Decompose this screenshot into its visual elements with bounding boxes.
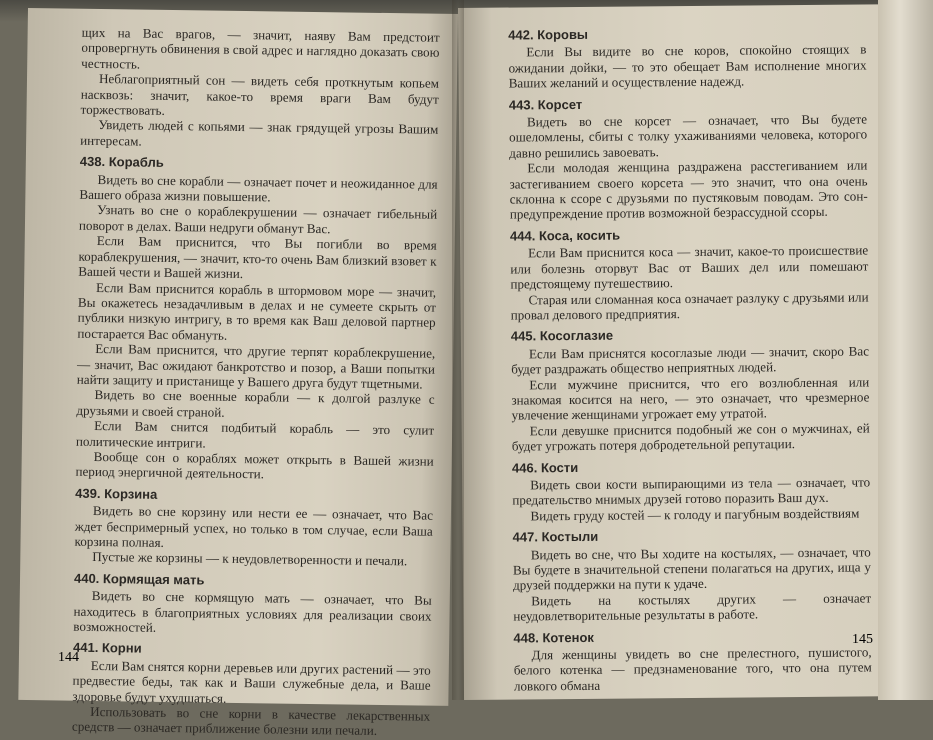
entry-heading: 446. Кости xyxy=(511,459,579,476)
page-number-left: 144 xyxy=(58,650,79,665)
entry-paragraph: Если Вам приснится, что другие терпят кораблекрушение, — значит, Вас ожидают банкротство и позор, а Ваши попытки найти защиту и пристанище у Вашего друга будут тщетными. xyxy=(76,341,436,392)
entry-paragraph: Если молодая женщина раздражена расстегиванием или застегиванием своего корсета — это значит, что она очень склонна к ссоре с друзьями по пустяковым поводам. Это сон-предупреждение против возможной безрассудной ссоры. xyxy=(509,157,868,223)
entry-paragraph: Видеть свои кости выпирающими из тела — означает, что предательство мнимых друзей готово поразить Ваш дух. xyxy=(512,474,871,508)
entry-paragraph: Если Вам снится подбитый корабль — это сулит политические интриги. xyxy=(75,418,435,451)
entry-paragraph: Если Вам приснится коса — значит, какое-то происшествие или болезнь оторвут Вас от Ваших дел или помешают предстоящему путешествию. xyxy=(510,242,869,292)
entry-paragraph: Если Вам приснится корабль в штормовом море — значит, Вы окажетесь незадачливым в делах и не сумеете скрыть от публики низкую интригу, в то время как Ваш деловой партнер постарается Вас обмануть. xyxy=(77,279,437,343)
entry-heading: 440. Кормящая мать xyxy=(73,570,205,588)
entry-paragraph: Видеть во сне корсет — означает, что Вы будете ошеломлены, сбиты с толку ухаживаниями человека, которого давно решились завоевать. xyxy=(509,111,868,161)
entry-paragraph: Видеть во сне военные корабли — к долгой разлуке с друзьями и своей страной. xyxy=(76,387,435,420)
page-number-right: 145 xyxy=(852,632,873,647)
entry-paragraph: Видеть груду костей — к голоду и пагубным воздействиям xyxy=(530,505,860,524)
entry-paragraph: Если Вам приснятся косоглазые люди — значит, скоро Вас будет раздражать общество неприятных людей. xyxy=(511,343,870,377)
entry-heading: 443. Корсет xyxy=(508,96,583,113)
entry-paragraph: Видеть во сне корзину или нести ее — означает, что Вас ждет беспримерный успех, но только в том случае, если Ваша корзина полная. xyxy=(74,503,434,550)
entry-paragraph: Если Вы видите во сне коров, спокойно стоящих в ожидании дойки, — то это обещает Вам исполнение многих Ваших желаний и осуществление надежд. xyxy=(508,41,867,91)
entry-paragraph: Неблагоприятный сон — видеть себя проткнутым копьем насквозь: значит, какое-то время враги Вам будут торжествовать. xyxy=(80,71,440,118)
entry-heading: 444. Коса, косить xyxy=(509,227,621,244)
entry-paragraph: Видеть во сне кормящую мать — означает, что Вы находитесь в благоприятных условиях для реализации своих возможностей. xyxy=(73,588,432,635)
entry-heading: 447. Костыли xyxy=(512,528,599,545)
entry-paragraph: Для женщины увидеть во сне прелестного, пушистого, белого котенка — предзнаменование того, что она путем ловкого обмана xyxy=(513,644,872,694)
left-page xyxy=(18,8,458,739)
entry-heading: 439. Корзина xyxy=(75,485,158,502)
entry-paragraph: Если Вам снятся корни деревьев или других растений — это предвестие беды, так как и Ваши служебные дела, и Ваше здоровье будут ухудшаться. xyxy=(72,657,431,706)
page-stack-edge xyxy=(878,0,933,700)
entry-heading: 441. Корни xyxy=(72,640,142,657)
entry-paragraph: Использовать во сне корни в качестве лекарственных средств — означает приближение болезни или печали. xyxy=(71,704,431,739)
entry-paragraph: Если мужчине приснится, что его возлюбленная или знакомая косится на него, — это означает, что чрезмерное увлечение женщинами угрожает ему утратой. xyxy=(511,373,870,423)
entry-paragraph: Если Вам приснится, что Вы погибли во время кораблекрушения, — значит, кто-то очень Вам близкий взовет к Вашей чести и Вашей жизни. xyxy=(78,233,437,282)
entry-heading: 445. Косоглазие xyxy=(510,327,614,344)
entry-heading: 448. Котенок xyxy=(513,629,594,646)
entry-paragraph: Видеть во сне корабли — означает почет и неожиданное для Вашего образа жизни повышение. xyxy=(79,171,438,205)
right-page xyxy=(458,4,884,700)
entry-paragraph: Пустые же корзины — к неудовлетворенности и печали. xyxy=(92,549,408,569)
entry-paragraph: щих на Вас врагов, — значит, наяву Вам предстоит опровергнуть обвинения в свой адрес и наглядно доказать свою честность. xyxy=(81,24,440,72)
entry-paragraph: Узнать во сне о кораблекрушении — означает гибельный поворот в делах. Ваши недруги обманут Вас. xyxy=(78,202,438,237)
entry-paragraph: Старая или сломанная коса означает разлуку с друзьями или провал делового предприятия. xyxy=(510,288,869,323)
right-page-text xyxy=(508,24,872,693)
left-page-text xyxy=(72,25,440,740)
entry-heading: 438. Корабль xyxy=(79,153,164,171)
book-gutter xyxy=(452,0,464,700)
entry-paragraph: Видеть на костылях других — означает неудовлетворительные результаты в работе. xyxy=(513,590,872,624)
entry-paragraph: Вообще сон о кораблях может открыть в Вашей жизни период энергичной деятельности. xyxy=(75,448,434,482)
entry-paragraph: Видеть во сне, что Вы ходите на костылях, — означает, что Вы будете в значительной степени полагаться на других, ища у друзей поддержки на пути к удаче. xyxy=(512,544,871,593)
entry-paragraph: Увидеть людей с копьями — знак грядущей угрозы Вашим интересам. xyxy=(80,117,439,149)
entry-heading: 442. Коровы xyxy=(508,26,589,43)
entry-paragraph: Если девушке приснится подобный же сон о мужчинах, ей будет угрожать потеря добродетельной репутации. xyxy=(511,420,870,454)
